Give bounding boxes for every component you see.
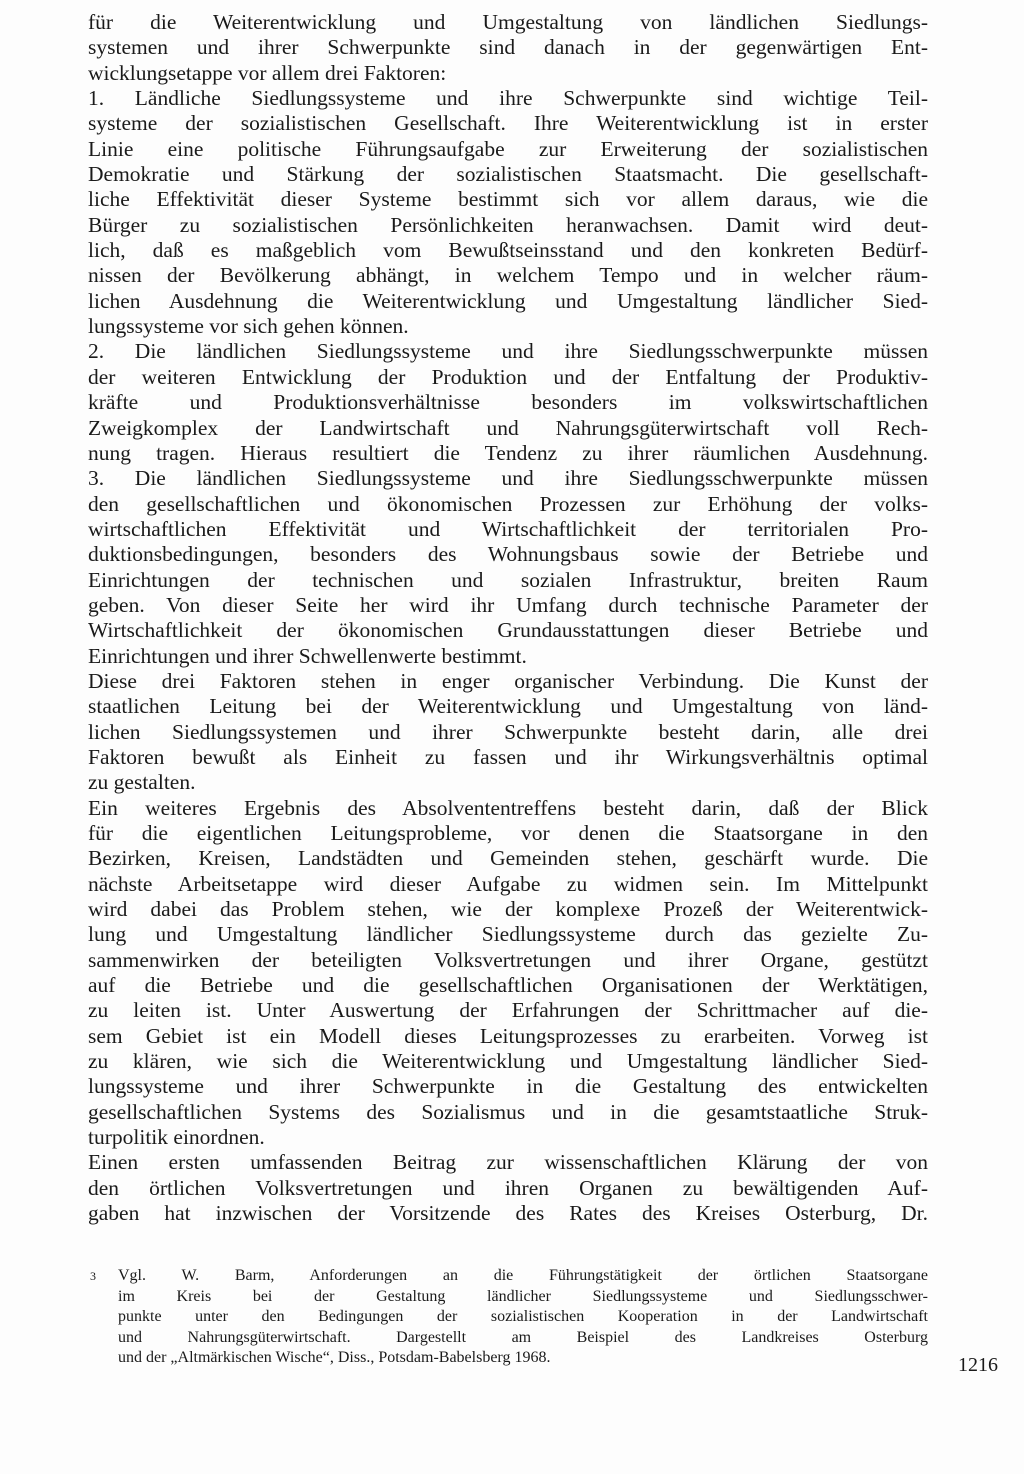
text-line: Linie eine politische Führungsaufgabe zur Erweiterung der sozialistischen bbox=[88, 136, 928, 161]
text-line: lungssysteme vor sich gehen können. bbox=[88, 314, 409, 339]
text-line: Bürger zu sozialistischen Persönlichkeiten heranwachsen. Damit wird deut- bbox=[88, 212, 928, 237]
text-line: lichen Siedlungssystemen und ihrer Schwerpunkte besteht darin, alle drei bbox=[88, 719, 928, 744]
text-line: systemen und ihrer Schwerpunkte sind danach in der gegenwärtigen Ent- bbox=[88, 35, 928, 60]
text-line: zu gestalten. bbox=[88, 770, 196, 795]
text-line: Einrichtungen und ihrer Schwellenwerte bestimmt. bbox=[88, 643, 527, 668]
text-line: der weiteren Entwicklung der Produktion und der Entfaltung der Produktiv- bbox=[88, 364, 928, 389]
footnote-line: und der „Altmärkischen Wische“, Diss., Potsdam-Babelsberg 1968. bbox=[118, 1349, 551, 1367]
text-line: lung und Umgestaltung ländlicher Siedlungssysteme durch das gezielte Zu- bbox=[88, 922, 928, 947]
text-line: Diese drei Faktoren stehen in enger organischer Verbindung. Die Kunst der bbox=[88, 668, 928, 693]
text-line: sammenwirken der beteiligten Volksvertretungen und ihrer Organe, gestützt bbox=[88, 947, 928, 972]
text-line: systeme der sozialistischen Gesellschaft. Ihre Weiterentwicklung ist in erster bbox=[88, 111, 928, 136]
footnote-block bbox=[90, 1266, 928, 1369]
footnote-line: und Nahrungsgüterwirtschaft. Dargestellt am Beispiel des Landkreises Osterburg bbox=[118, 1328, 928, 1346]
text-line: Zweigkomplex der Landwirtschaft und Nahrungsgüterwirtschaft voll Rech- bbox=[88, 415, 928, 440]
text-line: nächste Arbeitsetappe wird dieser Aufgabe zu widmen sein. Im Mittelpunkt bbox=[88, 871, 928, 896]
text-line: den gesellschaftlichen und ökonomischen Prozessen zur Erhöhung der volks- bbox=[88, 491, 928, 516]
text-line: Ein weiteres Ergebnis des Absolvententreffens besteht darin, daß der Blick bbox=[88, 795, 928, 820]
text-line: nissen der Bevölkerung abhängt, in welchem Tempo und in welcher räum- bbox=[88, 263, 928, 288]
text-line: Wirtschaftlichkeit der ökonomischen Grundausstattungen dieser Betriebe und bbox=[88, 618, 928, 643]
text-line: 2. Die ländlichen Siedlungssysteme und ihre Siedlungsschwerpunkte müssen bbox=[88, 339, 928, 364]
page-number: 1216 bbox=[958, 1354, 998, 1376]
text-line: lichen Ausdehnung die Weiterentwicklung und Umgestaltung ländlicher Sied- bbox=[88, 288, 928, 313]
text-line: gesellschaftlichen Systems des Sozialismus und in die gesamtstaatliche Struk- bbox=[88, 1099, 928, 1124]
text-line: liche Effektivität dieser Systeme bestimmt sich vor allem daraus, wie die bbox=[88, 187, 928, 212]
text-line: staatlichen Leitung bei der Weiterentwicklung und Umgestaltung von länd- bbox=[88, 694, 928, 719]
text-line: wicklungsetappe vor allem drei Faktoren: bbox=[88, 60, 447, 85]
text-line: turpolitik einordnen. bbox=[88, 1125, 265, 1150]
text-line: kräfte und Produktionsverhältnisse besonders im volkswirtschaftlichen bbox=[88, 390, 928, 415]
footnote-line: punkte unter den Bedingungen der sozialistischen Kooperation in der Landwirtschaft bbox=[118, 1308, 928, 1326]
text-line: duktionsbedingungen, besonders des Wohnungsbaus sowie der Betriebe und bbox=[88, 542, 928, 567]
text-line: auf die Betriebe und die gesellschaftlichen Organisationen der Werktätigen, bbox=[88, 973, 928, 998]
text-line: für die eigentlichen Leitungsprobleme, vor denen die Staatsorgane in den bbox=[88, 821, 928, 845]
text-line: zu klären, wie sich die Weiterentwicklung und Umgestaltung ländlicher Sied- bbox=[88, 1049, 928, 1074]
text-line: Demokratie und Stärkung der sozialistischen Staatsmacht. Die gesellschaft- bbox=[88, 162, 928, 187]
text-line: geben. Von dieser Seite her wird ihr Umfang durch technische Parameter der bbox=[88, 592, 928, 617]
footnote-line: Vgl. W. Barm, Anforderungen an die Führungstätigkeit der örtlichen Staatsorgane bbox=[118, 1267, 928, 1284]
footnote-number: 3 bbox=[90, 1269, 96, 1283]
text-line: lungssysteme und ihrer Schwerpunkte in die Gestaltung des entwickelten bbox=[88, 1074, 928, 1099]
text-line: wirtschaftlichen Effektivität und Wirtschaftlichkeit der territorialen Pro- bbox=[88, 516, 928, 541]
text-line: 1. Ländliche Siedlungssysteme und ihre Schwerpunkte sind wichtige Teil- bbox=[88, 86, 928, 111]
footnote-line: im Kreis bei der Gestaltung ländlicher Siedlungssysteme und Siedlungsschwer- bbox=[118, 1287, 928, 1305]
text-line: Einrichtungen der technischen und sozialen Infrastruktur, breiten Raum bbox=[88, 567, 928, 592]
text-line: gaben hat inzwischen der Vorsitzende des Rates des Kreises Osterburg, Dr. bbox=[88, 1201, 928, 1226]
text-line: zu leiten ist. Unter Auswertung der Erfahrungen der Schrittmacher auf die- bbox=[88, 998, 928, 1023]
text-line: 3. Die ländlichen Siedlungssysteme und ihre Siedlungsschwerpunkte müssen bbox=[88, 466, 928, 491]
text-line: nung tragen. Hieraus resultiert die Tendenz zu ihrer räumlichen Ausdehnung. bbox=[88, 440, 928, 465]
text-line: wird dabei das Problem stehen, wie der komplexe Prozeß der Weiterentwick- bbox=[88, 897, 928, 922]
text-line: Einen ersten umfassenden Beitrag zur wissenschaftlichen Klärung der von bbox=[88, 1150, 928, 1175]
text-line: Bezirken, Kreisen, Landstädten und Gemeinden stehen, geschärft wurde. Die bbox=[88, 846, 928, 871]
body-text bbox=[88, 10, 928, 1227]
text-line: lich, daß es maßgeblich vom Bewußtseinsstand und den konkreten Bedürf- bbox=[88, 238, 928, 263]
text-line: den örtlichen Volksvertretungen und ihren Organen zu bewältigenden Auf- bbox=[88, 1175, 928, 1200]
text-line: Faktoren bewußt als Einheit zu fassen und ihr Wirkungsverhältnis optimal bbox=[88, 744, 928, 769]
text-line: für die Weiterentwicklung und Umgestaltung von ländlichen Siedlungs- bbox=[88, 10, 928, 34]
text-line: sem Gebiet ist ein Modell dieses Leitungsprozesses zu erarbeiten. Vorweg ist bbox=[88, 1023, 928, 1048]
